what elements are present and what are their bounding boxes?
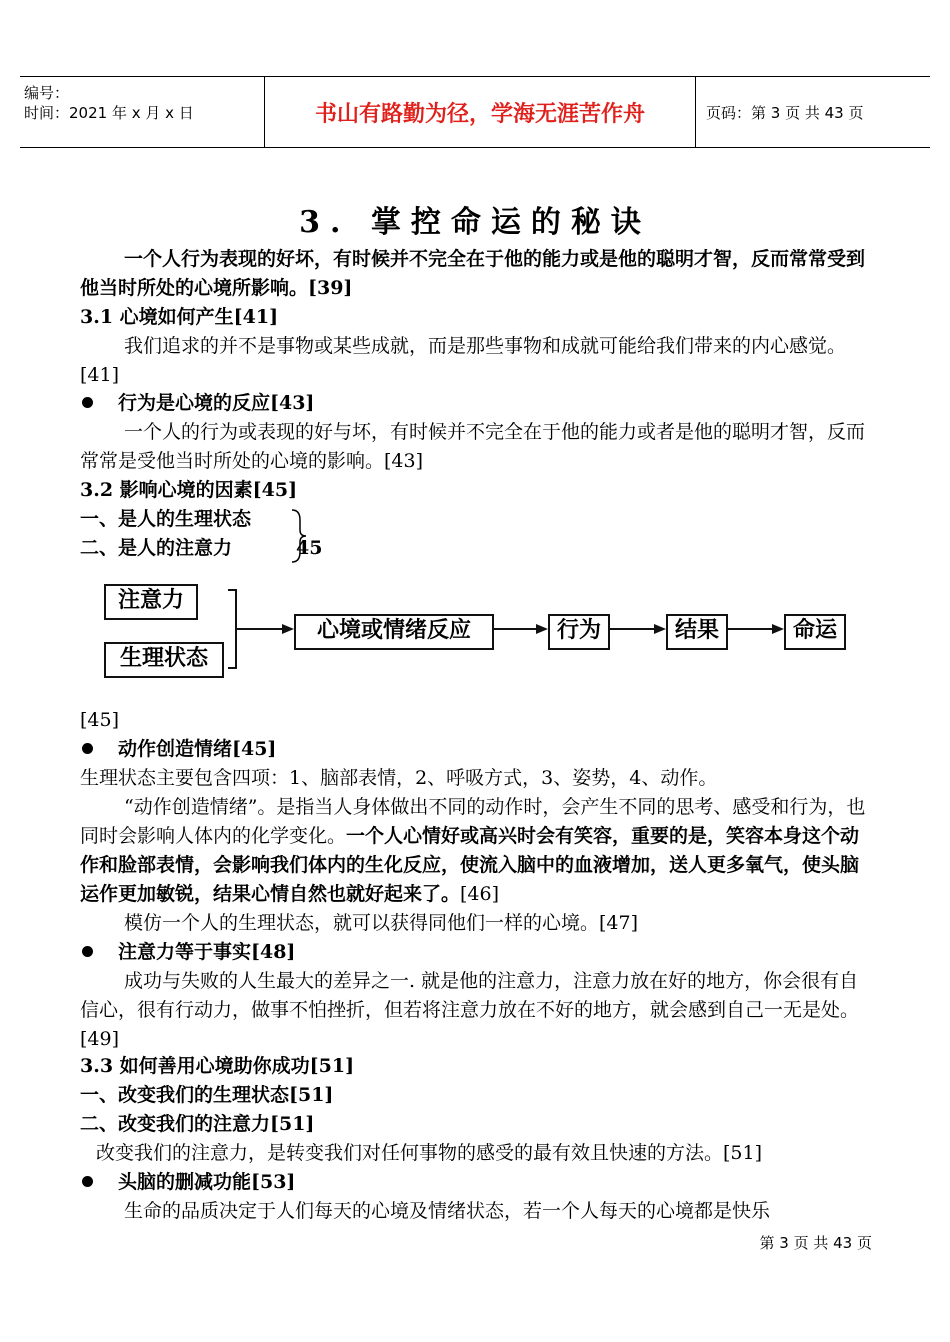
action-emotion-bold: 一个人心情好或高兴时会有笑容，重要的是，笑容本身这个动作和脸部表情，会影响我们体内的生化反应，使流入脑中的血液增加，送人更多氧气，使头脑运作更加敏锐，结果心情自然也就好起来了。 <box>80 825 860 905</box>
section-3-2-heading: 3.2 影响心境的因素[45] <box>80 479 298 501</box>
section-3-1-text: 我们追求的并不是事物或某些成就，而是那些事物和成就可能给我们带来的内心感觉。[41] <box>80 335 847 386</box>
header-meta <box>20 77 265 148</box>
bullet-brain-heading: 头脑的删减功能[53] <box>118 1171 296 1193</box>
bullet-attention-heading: 注意力等于事实[48] <box>118 941 296 963</box>
mood-flow-diagram <box>100 582 860 682</box>
bullet-icon <box>82 1176 93 1187</box>
bullet-behavior-text: 一个人的行为或表现的好与坏，有时候并不完全在于他的能力或者是他的聪明才智，反而常常是受他当时所处的心境的影响。[43] <box>80 421 866 472</box>
diagram-reference: [45] <box>80 709 120 731</box>
intro-paragraph: 一个人行为表现的好坏，有时候并不完全在于他的能力或是他的聪明才智，反而常常受到他当时所处的心境所影响。[39] <box>80 248 866 299</box>
bullet-icon <box>82 397 93 408</box>
header-motto: 书山有路勤为径，学海无涯苦作舟 <box>265 77 696 148</box>
action-emotion-normal: “动作创造情绪”。是指当人身体做出不同的动作时，会产生不同的思考、感受和行为，也同时会影响人体内的化学变化。 <box>80 796 866 847</box>
action-emotion-ref: [46] <box>460 883 500 905</box>
number-label: 编号： <box>24 84 70 102</box>
header-page-label: 页码：第 3 页 共 43 页 <box>696 77 931 148</box>
box-behavior: 行为 <box>548 614 610 650</box>
section-3-3-heading: 3.3 如何善用心境助你成功[51] <box>80 1055 355 1077</box>
time-label: 时间：2021 年 x 月 x 日 <box>24 104 194 122</box>
box-result: 结果 <box>666 614 728 650</box>
box-mood: 心境或情绪反应 <box>294 614 494 650</box>
bullet-brain-text: 生命的品质决定于人们每天的心境及情绪状态，若一个人每天的心境都是快乐 <box>124 1200 771 1222</box>
page-header <box>20 76 930 148</box>
s33-item-attention: 二、改变我们的注意力[51] <box>80 1113 315 1135</box>
factor-attention: 二、是人的注意力 <box>80 537 233 559</box>
s33-item-physiology: 一、改变我们的生理状态[51] <box>80 1084 334 1106</box>
s33-text: 改变我们的注意力，是转变我们对任何事物的感受的最有效且快速的方法。[51] <box>96 1142 763 1164</box>
page-footer: 第 3 页 共 43 页 <box>759 1234 872 1252</box>
bullet-behavior-heading: 行为是心境的反应[43] <box>118 392 315 414</box>
box-destiny: 命运 <box>784 614 846 650</box>
section-3-1-heading: 3.1 心境如何产生[41] <box>80 306 279 328</box>
factor-physiology: 一、是人的生理状态 <box>80 508 252 530</box>
imitate-text: 模仿一个人的生理状态，就可以获得同他们一样的心境。[47] <box>124 912 639 934</box>
box-physiology: 生理状态 <box>104 642 224 678</box>
box-attention: 注意力 <box>104 584 198 620</box>
action-emotion-paragraph <box>80 793 872 909</box>
physiology-components: 生理状态主要包含四项：1、脑部表情，2、呼吸方式，3、姿势，4、动作。 <box>80 767 718 789</box>
bullet-attention-text: 成功与失败的人生最大的差异之一. 就是他的注意力，注意力放在好的地方，你会很有自信心，很有行动力，做事不怕挫折，但若将注意力放在不好的地方，就会感到自己一无是处。[49] <box>80 970 860 1050</box>
page-title: 3. 掌控命运的秘诀 <box>299 205 651 240</box>
bullet-icon <box>82 743 93 754</box>
bullet-icon <box>82 946 93 957</box>
bullet-action-heading: 动作创造情绪[45] <box>118 738 277 760</box>
factor-reference: 45 <box>296 537 323 559</box>
